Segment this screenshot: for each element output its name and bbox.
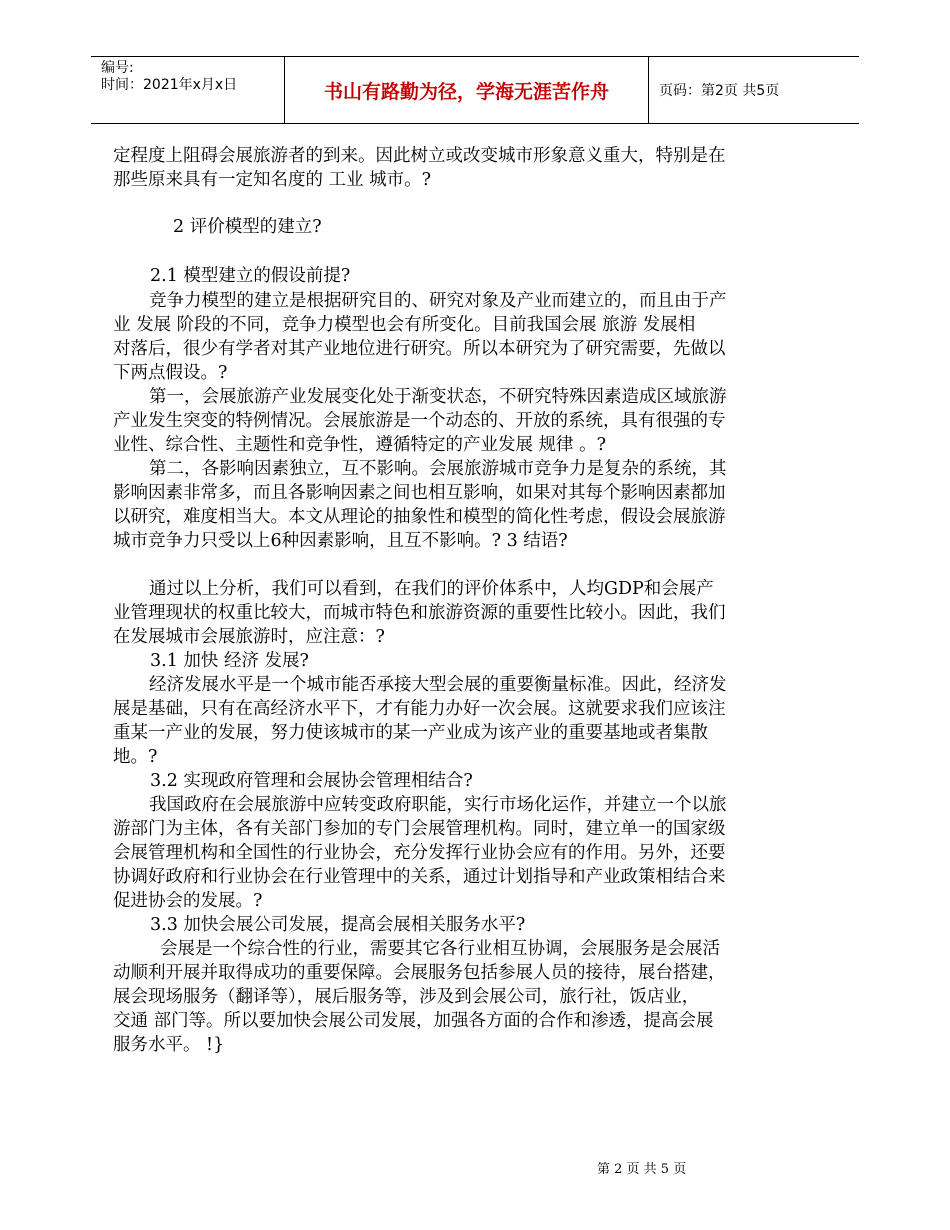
body-line: 会展是一个综合性的行业，需要其它各行业相互协调，会展服务是会展活 (160, 939, 720, 959)
body-line: 展会现场服务（翻译等），展后服务等，涉及到会展公司，旅行社，饭店业， (113, 987, 700, 1007)
document-time-label: 时间：2021年x月x日 (101, 77, 238, 93)
body-line: 促进协会的发展。? (113, 891, 263, 911)
section-heading: 2 评价模型的建立? (173, 217, 322, 237)
body-line: 那些原来具有一定知名度的 工业 城市。? (113, 170, 432, 190)
body-line: 会展管理机构和全国性的行业协会，充分发挥行业协会应有的作用。另外，还要 (113, 843, 726, 863)
page-footer: 第 2 页 共 5 页 (597, 1162, 687, 1177)
body-line: 下两点假设。? (113, 363, 228, 383)
body-line: 通过以上分析，我们可以看到，在我们的评价体系中，人均GDP和会展产 (149, 579, 714, 599)
subsection-heading: 3.1 加快 经济 发展? (150, 651, 309, 671)
body-line: 我国政府在会展旅游中应转变政府职能，实行市场化运作，并建立一个以旅 (149, 795, 727, 815)
body-line: 竞争力模型的建立是根据研究目的、研究对象及产业而建立的，而且由于产 (149, 291, 727, 311)
header-page-cell (649, 57, 859, 123)
body-line: 业性、综合性、主题性和竞争性，遵循特定的产业发展 规律 。? (113, 435, 607, 455)
document-number-label: 编号: (101, 60, 134, 76)
body-line: 交通 部门等。所以要加快会展公司发展，加强各方面的合作和渗透，提高会展 (113, 1011, 714, 1031)
body-line: 经济发展水平是一个城市能否承接大型会展的重要衡量标准。因此，经济发 (149, 675, 727, 695)
body-line: 展是基础，只有在高经济水平下，才有能力办好一次会展。这就要求我们应该注 (113, 699, 726, 719)
subsection-heading: 3.3 加快会展公司发展，提高会展相关服务水平? (150, 915, 526, 935)
body-line: 重某一产业的发展，努力使该城市的某一产业成为该产业的重要基地或者集散 (113, 723, 708, 743)
body-line: 影响因素非常多，而且各影响因素之间也相互影响，如果对其每个影响因素都加 (113, 483, 726, 503)
page-header (91, 56, 859, 124)
body-line: 以研究，难度相当大。本文从理论的抽象性和模型的简化性考虑，假设会展旅游 (113, 507, 726, 527)
body-line: 对落后，很少有学者对其产业地位进行研究。所以本研究为了研究需要，先做以 (113, 339, 726, 359)
motto-text: 书山有路勤为径，学海无涯苦作舟 (323, 80, 609, 103)
header-meta-cell (91, 57, 284, 123)
body-line: 地。? (113, 747, 158, 767)
body-line: 定程度上阻碍会展旅游者的到来。因此树立或改变城市形象意义重大，特别是在 (113, 146, 726, 166)
page-info: 页码：第2页 共5页 (659, 83, 780, 99)
body-line: 在发展城市会展旅游时，应注意：? (113, 627, 385, 647)
body-line: 业 发展 阶段的不同，竞争力模型也会有所变化。目前我国会展 旅游 发展相 (113, 315, 696, 335)
body-line: 第二，各影响因素独立，互不影响。会展旅游城市竞争力是复杂的系统，其 (149, 459, 727, 479)
header-motto-cell (284, 57, 649, 123)
body-line: 协调好政府和行业协会在行业管理中的关系，通过计划指导和产业政策相结合来 (113, 867, 726, 887)
body-line: 动顺利开展并取得成功的重要保障。会展服务包括参展人员的接待，展台搭建， (113, 963, 726, 983)
body-line: 业管理现状的权重比较大，而城市特色和旅游资源的重要性比较小。因此，我们 (113, 603, 726, 623)
body-line: 游部门为主体，各有关部门参加的专门会展管理机构。同时，建立单一的国家级 (113, 819, 726, 839)
subsection-heading: 3.2 实现政府管理和会展协会管理相结合? (150, 771, 473, 791)
body-line: 产业发生突变的特例情况。会展旅游是一个动态的、开放的系统，具有很强的专 (113, 411, 726, 431)
subsection-heading: 2.1 模型建立的假设前提? (150, 266, 351, 286)
body-line: 城市竞争力只受以上6种因素影响，且互不影响。? 3 结语? (113, 531, 568, 551)
body-line: 服务水平。 !} (113, 1035, 225, 1055)
body-line: 第一，会展旅游产业发展变化处于渐变状态，不研究特殊因素造成区域旅游 (149, 387, 727, 407)
